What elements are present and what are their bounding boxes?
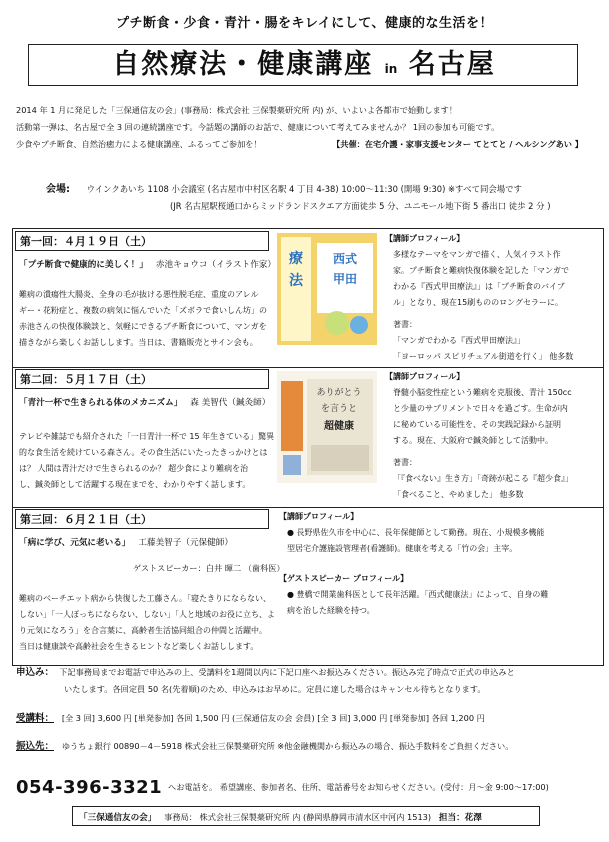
speaker: 工藤美智子（元保健師） <box>138 538 233 548</box>
svg-text:法: 法 <box>289 273 303 289</box>
intro-line: 2014 年 1 月に発足した「三保通信友の会」(事務局：株式会社 三保製薬研究所 内) が、いよいよ各都市で始動します！ <box>16 105 458 115</box>
session-description: 難病のベーチエット病から快復した工藤さん。「寝たきりにならない、 しない」「一人ぼっちにならない、しない」「人と地域のお役に立ち、よ り元気になろう」を合言葉に、高齢者生活協同組合の仲間と活躍中。 当日は健康談や高齢社会を生きるヒントなど楽しくお話しします。 <box>19 594 275 651</box>
application-info: 申込み： 下記事務局までお電話で申込みの上、受講料を1週間以内に下記口座へお振込みください。振込み完了時点で正式の申込みと いたします。各回定員 50 名(先着順)のため、申込みはお早めに。定員に達した場合はキャンセル待ちとなります。 <box>16 667 515 694</box>
guest-profile: ● 豊橋で開業歯科医として長年活躍。「西式健康法」によって、自身の難 <box>287 590 549 599</box>
footer-org: 「三保通信友の会」 <box>79 813 157 823</box>
book-cover-image <box>277 371 377 483</box>
svg-text:甲田: 甲田 <box>332 272 358 286</box>
book-title: 「ヨーロッパ スピリチュアル街道を行く」 他多数 <box>393 352 574 361</box>
session-talk: 「プチ断食で健康的に美しく！」 赤池キョウコ（イラスト作家） <box>19 260 276 270</box>
intro-line: 少食やプチ断食、自然治癒力による健康講座、ふるってご参加を！ 【共催：在宅介護・家事支援センター てとてと / ヘルシングあい 】 <box>16 136 601 153</box>
footer-contact: 担当：花澤 <box>438 813 482 823</box>
title-in: in <box>384 62 398 76</box>
contact-note: へお電話を。 希望講座、参加者名、住所、電話番号をお知らせください。(受付：月～金 9:00～17:00) <box>168 782 549 792</box>
session-head: 第三回：６月２１日（土） <box>15 509 269 529</box>
title-main: 自然療法・健康講座 <box>112 49 374 80</box>
lecturer-profile: 【講師プロフィール】 脊髄小脳変性症という難病を克服後、青汁 150cc と少量のサプリメントで日々を過ごす。生命が内 に秘めている可能性を、その実践記録から証明 する。現在、大阪府で鍼灸師として活動中。 著書： 「『食べない』生き方」「奇跡が起こる『超少食』」 「食べること、やめました」 他多数 <box>385 369 601 503</box>
bank-label: 振込先： <box>16 741 55 752</box>
apply-label: 申込み： <box>16 667 55 678</box>
svg-text:超健康: 超健康 <box>324 421 354 432</box>
svg-text:ありがとう: ありがとう <box>316 388 362 398</box>
footer-box <box>72 806 540 826</box>
speaker: 森 美智代（鍼灸師） <box>190 398 271 408</box>
lecturer-profile: 【講師プロフィール】 多様なテーマをマンガで描く、人気イラスト作 家。プチ断食と難病快復体験を記した「マンガで わかる『西式甲田療法』」は「プチ断食のバイブ ル」となり、現在15刷もののロングセラーに。 著書： 「マンガでわかる『西式甲田療法』」 「ヨーロッパ スピリチュアル街道を行く」 他多数 <box>385 231 601 365</box>
venue-label: 会場: <box>46 184 70 195</box>
speaker: 赤池キョウコ（イラスト作家） <box>155 260 276 270</box>
venue-info <box>46 181 606 214</box>
session-head: 第二回：５月１７日（土） <box>15 369 269 389</box>
session-talk: 「青汁一杯で生きられる体のメカニズム」 森 美智代（鍼灸師） <box>19 398 271 408</box>
books-head: 著書： <box>393 458 417 467</box>
bank-info: 振込先： ゆうちょ銀行 00890－4－5918 株式会社三保製薬研究所 ※他金融機関から振込みの場合、振込手数料をご負担ください。 <box>16 741 514 752</box>
book-title: 「マンガでわかる『西式甲田療法』」 <box>393 336 525 345</box>
page-subtitle: プチ断食・少食・青汁・腸をキレイにして、健康的な生活を！ <box>116 16 493 31</box>
session-2 <box>13 367 603 508</box>
venue-access: (JR 名古屋駅桜通口からミッドランドスクエア方面徒歩 5 分、ユニモール地下街 5 番出口 徒歩 2 分 ) <box>170 201 551 211</box>
session-description: テレビや雑誌でも紹介された「一日青汁一杯で 15 年生きている」驚異 的な食生活を続けている森さん。その食生活にいたったきっかけとは は？ 人間は青汁だけで生きられるのか？ 超少食により難病を治 し、鍼灸師として活躍する現在までを、わかりやすく話します。 <box>19 432 275 489</box>
venue-detail: ウインクあいち 1108 小会議室 (名古屋市中村区名駅 4 丁目 4-38) 10:00～11:30 (開場 9:30) ※すべて同会場です <box>86 184 522 194</box>
book-title: 「『食べない』生き方」「奇跡が起こる『超少食』」 <box>393 474 573 483</box>
footer-office: 事務局： 株式会社三保製薬研究所 内 (静岡県静岡市清水区中河内 1513) <box>164 812 432 822</box>
guest-profile: 病を治した経験を持つ。 <box>287 606 375 615</box>
session-1 <box>13 229 603 368</box>
session-3 <box>13 507 603 665</box>
book-cover-image <box>277 233 377 345</box>
fee-info: 受講料： [全 3 回] 3,600 円 [単発参加] 各回 1,500 円 (三保通信友の会 会員) [全 3 回] 3,000 円 [単発参加] 各回 1,200 円 <box>16 713 485 724</box>
session-talk: 「病に学び、元気に老いる」 工藤美智子（元保健師） <box>19 538 233 548</box>
guest-profile-head: 【ゲストスピーカー プロフィール】 <box>279 574 409 583</box>
sessions-table <box>12 228 604 666</box>
svg-text:を言うと: を言うと <box>320 404 358 414</box>
title-city: 名古屋 <box>408 49 496 80</box>
contact-phone: 054-396-3321 <box>16 777 163 798</box>
books-head: 著書： <box>393 320 417 329</box>
lecturer-profile: 【講師プロフィール】 ● 長野県佐久市を中心に、長年保健師として勤務。現在、小規模多機能 型居宅介護施設管理者(看護師)。健康を考える「竹の会」主宰。 【ゲストスピーカー プロフィール】 ● 豊橋で開業歯科医として長年活躍。「西式健康法」によって、自身の難 病を治した経験を持つ。 <box>279 509 599 619</box>
book-title: 「食べること、やめました」 他多数 <box>393 490 524 499</box>
intro-line: 活動第一弾は、名古屋で全 3 回の連続講座です。今話題の講師のお話で、健康について考えてみませんか？ 1回の参加も可能です。 <box>16 122 500 132</box>
session-head: 第一回：４月１９日（土） <box>15 231 269 251</box>
page-title <box>28 48 580 86</box>
svg-text:西式: 西式 <box>332 252 358 266</box>
guest-speaker: ゲストスピーカー：白井 暉二 （歯科医） <box>133 563 285 573</box>
intro-text <box>16 102 601 153</box>
fee-label: 受講料： <box>16 713 55 724</box>
svg-text:療: 療 <box>289 251 303 267</box>
session-description: 難病の潰瘍性大腸炎、全身の毛が抜ける悪性脱毛症、重度のアレル ギー・花粉症と、複数の病気に悩んでいた「ズボラで食いしん坊」の 赤池さんの快復体験談と、気軽にできるプチ断食について、マンガを 描きながら楽しくお話しします。当日は、書籍販売とサイン会も。 <box>19 290 267 347</box>
cosponsor: 【共催：在宅介護・家事支援センター てとてと / ヘルシングあい 】 <box>332 139 583 149</box>
